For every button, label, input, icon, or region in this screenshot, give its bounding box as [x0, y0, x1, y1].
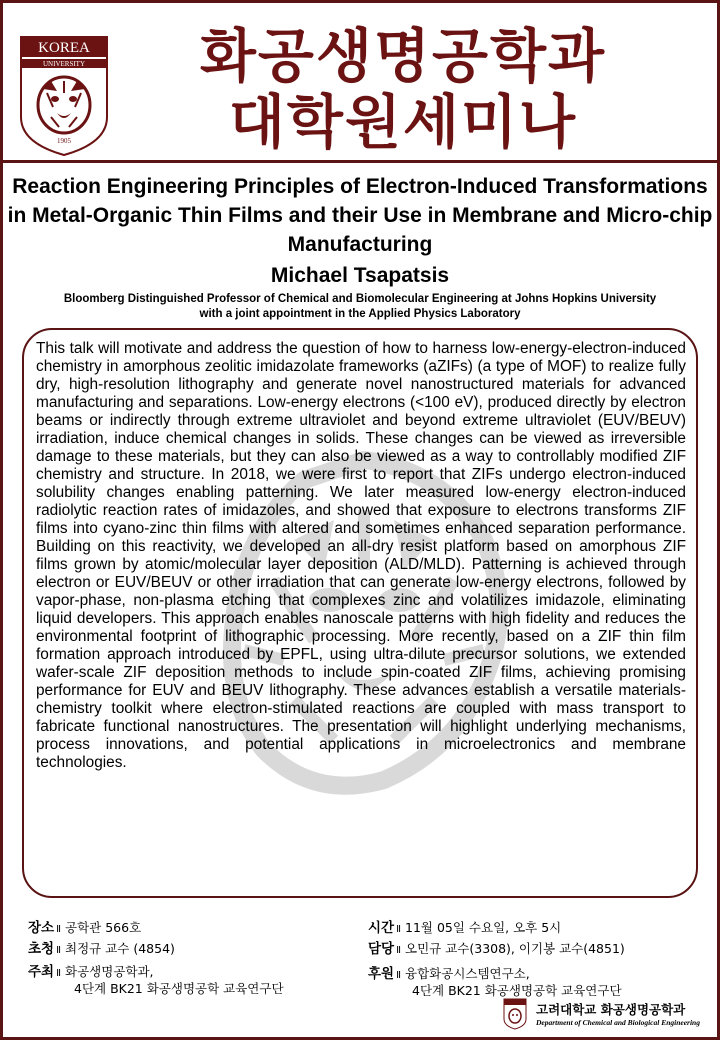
- info-sponsor: [368, 962, 530, 982]
- seminar-title-line2: 대학원세미나: [228, 88, 578, 156]
- contact-separator: Ⅱ: [396, 945, 402, 956]
- info-organizer: [28, 960, 154, 980]
- info-sponsor-line2: [412, 981, 622, 999]
- time-separator: Ⅱ: [396, 924, 402, 935]
- info-organizer-line2: [74, 979, 284, 997]
- contact-label: 담당: [368, 941, 395, 957]
- footer-korea-logo-icon: [503, 998, 527, 1030]
- talk-title: Reaction Engineering Principles of Electron-Induced Transformations in Metal-Organic Thin Films and their Use in Membrane and Micro-chip Manufacturing: [7, 175, 713, 256]
- place-label: 장소: [28, 920, 55, 936]
- place-value: 공학관 566호: [65, 920, 142, 935]
- info-contact: [368, 937, 625, 957]
- host-label: 초청: [28, 941, 55, 957]
- poster-header: [3, 3, 717, 163]
- info-place: [28, 916, 141, 936]
- korea-university-logo: [17, 33, 111, 157]
- sponsor-label: 후원: [368, 966, 395, 982]
- logo-text: KOREA: [38, 40, 90, 56]
- organizer-separator: Ⅱ: [56, 968, 62, 979]
- organizer-label: 주최: [28, 964, 55, 980]
- info-host: [28, 937, 175, 957]
- sponsor-separator: Ⅱ: [396, 970, 402, 981]
- footer-department-name: 고려대학교 화공생명공학과: [536, 1002, 686, 1017]
- time-value: 11월 05일 수요일, 오후 5시: [405, 920, 562, 935]
- info-time: [368, 916, 561, 936]
- speaker-name: Michael Tsapatsis: [270, 264, 450, 287]
- logo-year: 1905: [57, 137, 71, 145]
- sponsor-value2: 4단계 BK21 화공생명공학 교육연구단: [412, 983, 622, 998]
- organizer-value2: 4단계 BK21 화공생명공학 교육연구단: [74, 981, 284, 996]
- footer-department-english: Department of Chemical and Biological Engineering: [536, 1018, 700, 1027]
- logo-subtext: UNIVERSITY: [43, 60, 85, 68]
- abstract-box: [22, 328, 698, 898]
- abstract-text: This talk will motivate and address the question of how to harness low-energy-electron-induced chemistry in amorphous zeolitic imidazolate frameworks (aZIFs) (a type of MOF) to realize fully dry, high-resolution lithography and generate novel nanostructured materials for advanced manufacturing and separations. Low-energy electrons (<100 eV), produced directly by electron beams or indirectly through extreme ultraviolet and beyond extreme ultraviolet (EUV/BEUV) irradiation, induce chemical changes in solids. These changes can be viewed as irreversible damage to these materials, but they can also be viewed as a way to controllably modified ZIF chemistry and structure. In 2018, we were first to report that ZIFs undergo electron-induced solubility changes enabling patterning. We later measured low-energy electron-induced radiolytic reaction rates of imidazoles, and showed that exposure to electrons transforms ZIF films into cyano-zinc thin films with altered and sometimes enhanced separation performance. Building on this reactivity, we developed an all-dry resist platform based on amorphous ZIF films grown by atomic/molecular layer deposition (ALD/MLD). Patterning is achieved through electron or EUV/BEUV or other irradiation that can generate low-energy electrons, followed by vapor-phase, non-plasma etching that complexes zinc and volatilizes imidazole, eliminating liquid developers. This approach enables nanoscale patterns with high fidelity and reduces the environmental footprint of lithographic processing. More recently, based on a ZIF thin film formation approach introduced by EPFL, using ultra-dilute precursor solutions, we extended wafer-scale ZIF deposition methods to include spin-coated ZIF films, achieving promising performance for EUV and BEUV lithography. These advances establish a versatile materials-chemistry toolkit where electron-stimulated reactions are coupled with mass transport to fabricate functional nanostructures. The presentation will highlight underlying mechanisms, process innovations, and potential applications in microelectronics and membrane technologies.: [36, 340, 686, 771]
- speaker-affiliation: [0, 292, 720, 322]
- host-value: 최정규 교수 (4854): [65, 941, 175, 956]
- seminar-title-line1: 화공생명공학과: [199, 22, 607, 90]
- place-separator: Ⅱ: [56, 924, 62, 935]
- contact-value: 오민규 교수(3308), 이기봉 교수(4851): [405, 941, 625, 956]
- organizer-value1: 화공생명공학과,: [65, 964, 154, 979]
- time-label: 시간: [368, 920, 395, 936]
- affiliation-line2: with a joint appointment in the Applied Physics Laboratory: [199, 308, 521, 320]
- affiliation-line1: Bloomberg Distinguished Professor of Chemical and Biomolecular Engineering at Johns Hopkins University: [63, 293, 657, 305]
- host-separator: Ⅱ: [56, 945, 62, 956]
- sponsor-value1: 융합화공시스템연구소,: [405, 966, 530, 981]
